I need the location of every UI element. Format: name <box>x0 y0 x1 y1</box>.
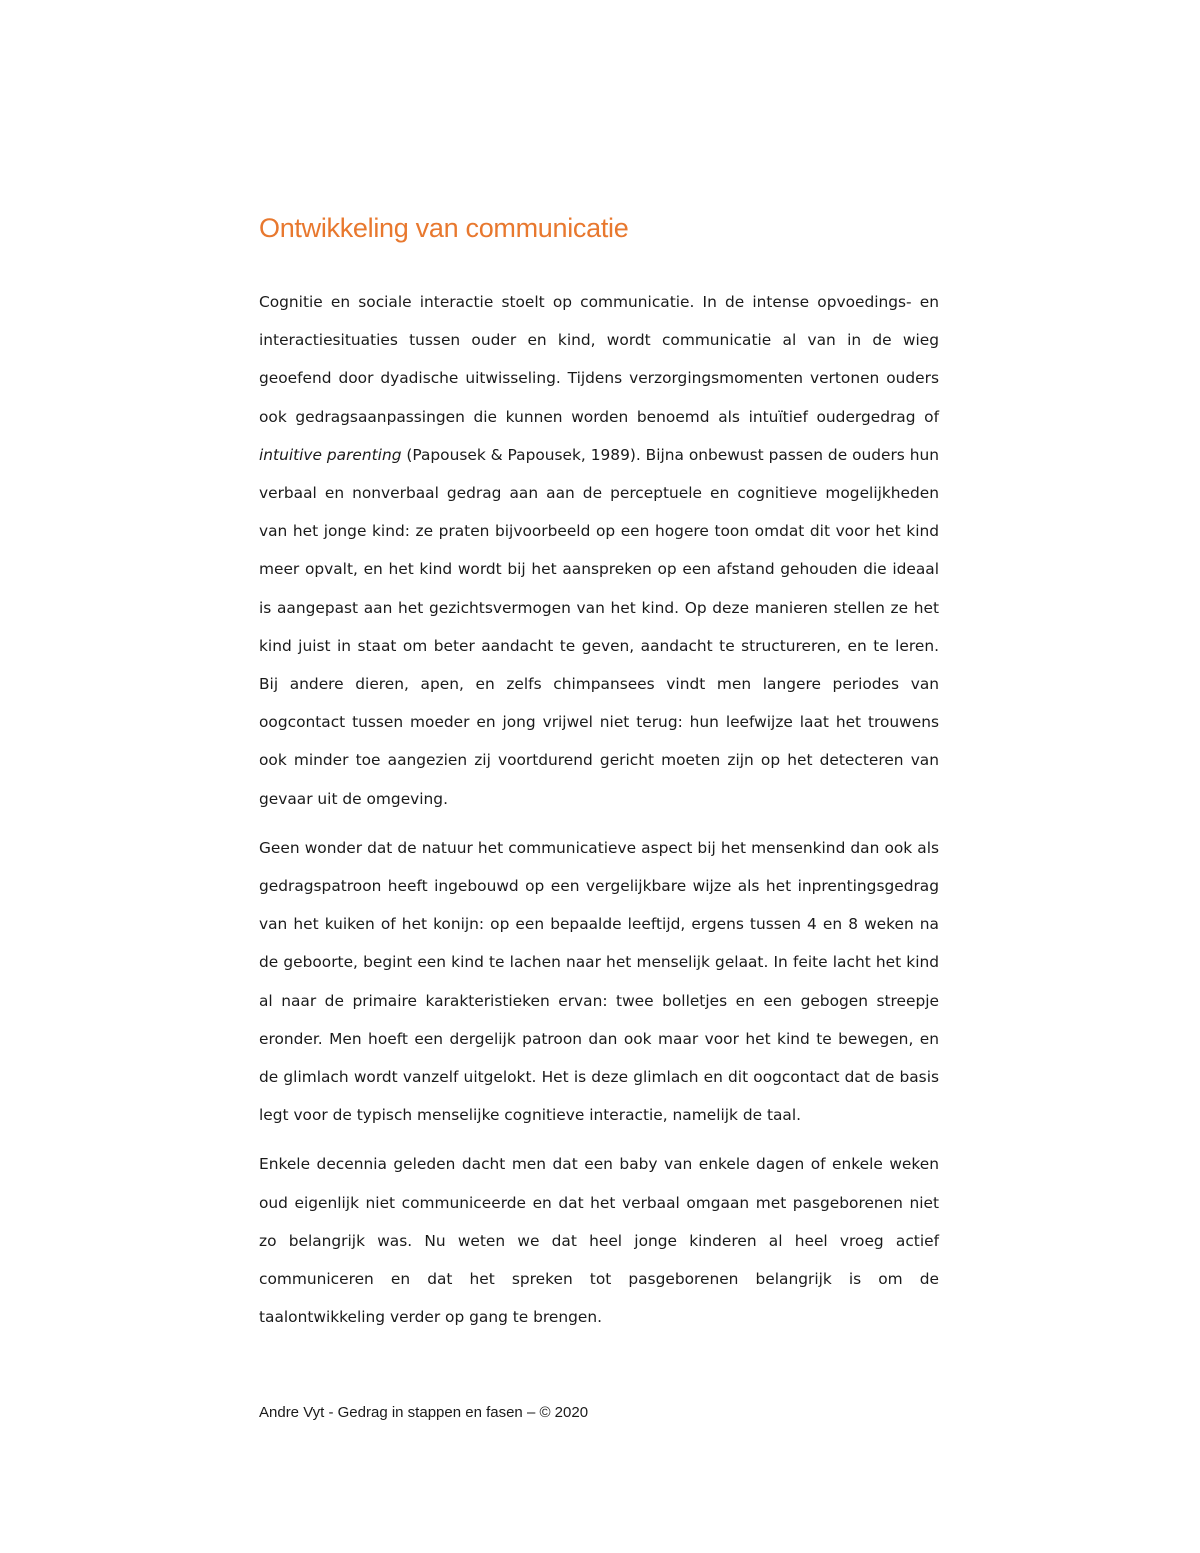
body-text <box>259 283 939 1347</box>
paragraph-3: Enkele decennia geleden dacht men dat een baby van enkele dagen of enkele weken oud eigenlijk niet communiceerde en dat het verbaal omgaan met pasgeborenen niet zo belangrijk was. Nu weten we dat heel jonge kinderen al heel vroeg actief communiceren en dat het spreken tot pasgeborenen belangrijk is om de taalontwikkeling verder op gang te brengen. <box>259 1155 939 1327</box>
section-heading: Ontwikkeling van communicatie <box>259 213 629 243</box>
paragraph-1-text-start: Cognitie en sociale interactie stoelt op communicatie. In de intense opvoedings- en interactiesituaties tussen ouder en kind, wordt communicatie al van in de wieg geoefend door dyadische uitwisseling. Tijdens verzorgingsmomenten vertonen ouders ook gedragsaanpassingen die kunnen worden benoemd als intuïtief oudergedrag of <box>259 293 939 426</box>
paragraph-1-text-end: (Papousek & Papousek, 1989). Bijna onbewust passen de ouders hun verbaal en nonverbaal gedrag aan aan de perceptuele en cognitieve mogelijkheden van het jonge kind: ze praten bijvoorbeeld op een hogere toon omdat dit voor het kind meer opvalt, en het kind wordt bij het aanspreken op een afstand gehouden die ideaal is aangepast aan het gezichtsvermogen van het kind. Op deze manieren stellen ze het kind juist in staat om beter aandacht te geven, aandacht te structureren, en te leren. Bij andere dieren, apen, en zelfs chimpansees vindt men langere periodes van oogcontact tussen moeder en jong vrijwel niet terug: hun leefwijze laat het trouwens ook minder toe aangezien zij voortdurend gericht moeten zijn op het detecteren van gevaar uit de omgeving. <box>259 445 939 808</box>
paragraph-1 <box>259 283 939 818</box>
paragraph-1-italic-term: intuitive parenting <box>259 445 402 464</box>
page-footer: Andre Vyt - Gedrag in stappen en fasen – © 2020 <box>259 1404 589 1421</box>
paragraph-2: Geen wonder dat de natuur het communicatieve aspect bij het mensenkind dan ook als gedragspatroon heeft ingebouwd op een vergelijkbare wijze als het inprentingsgedrag van het kuiken of het konijn: op een bepaalde leeftijd, ergens tussen 4 en 8 weken na de geboorte, begint een kind te lachen naar het menselijk gelaat. In feite lacht het kind al naar de primaire karakteristieken ervan: twee bolletjes en een gebogen streepje eronder. Men hoeft een dergelijk patroon dan ook maar voor het kind te bewegen, en de glimlach wordt vanzelf uitgelokt. Het is deze glimlach en dit oogcontact dat de basis legt voor de typisch menselijke cognitieve interactie, namelijk de taal. <box>259 838 939 1125</box>
